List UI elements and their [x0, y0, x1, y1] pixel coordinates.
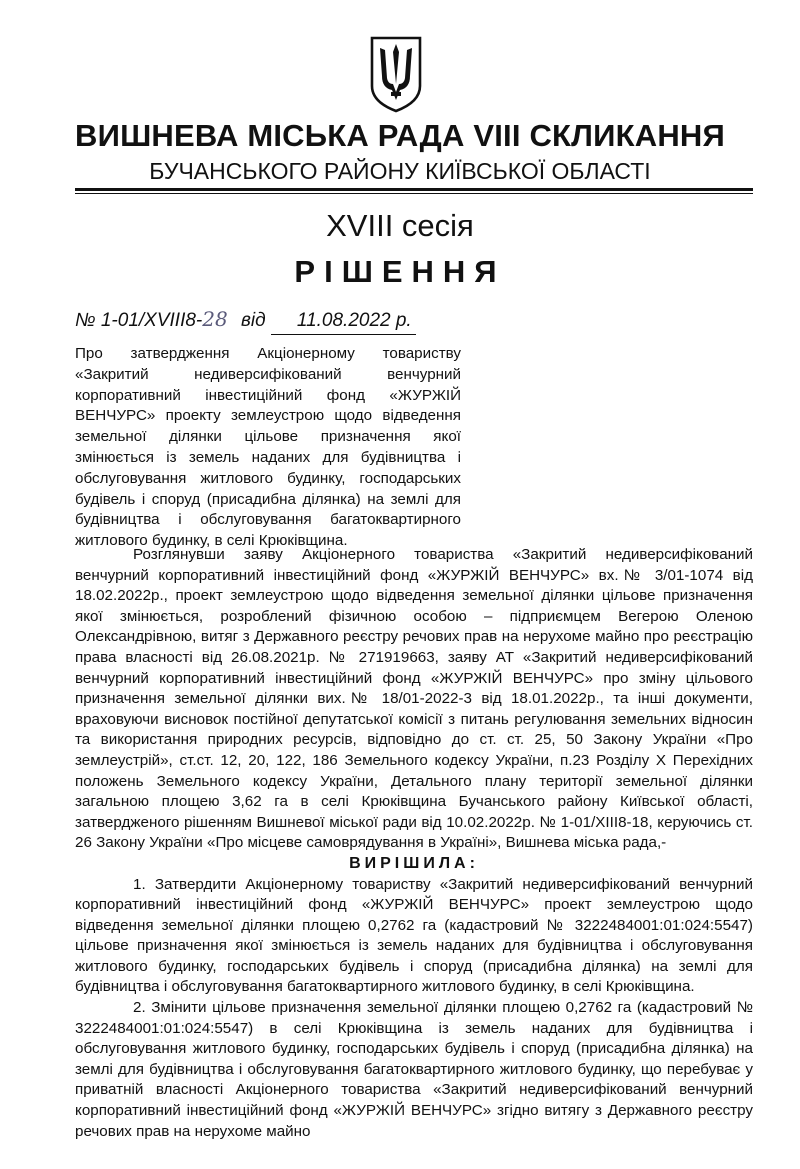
decision-subject: Про затвердження Акціонерному товариству «Закритий недиверсифікований венчурний корпоративний інвестиційний фонд «ЖУРЖІЙ ВЕНЧУРС» проекту землеустрою щодо відведення земельної ділянки цільове призначення якої змінюється із земель наданих для будівництва і обслуговування житлового будинку, господарських будівель і споруд (присадибна ділянка) на землі для будівництва і обслуговування багатоквартирного житлового будинку, в селі Крюківщина.: [75, 345, 461, 550]
number-label: №: [75, 310, 96, 331]
header-divider-thin: [75, 193, 753, 194]
decision-number-line: [75, 306, 416, 335]
resolved-heading: ВИРІШИЛА:: [349, 854, 479, 872]
district-name: БУЧАНСЬКОГО РАЙОНУ КИЇВСЬКОЇ ОБЛАСТІ: [149, 158, 651, 184]
handwritten-number: 28: [202, 307, 228, 331]
date-label: від: [240, 310, 266, 331]
session-title: XVIII сесія: [326, 208, 474, 243]
document-type: РІШЕННЯ: [294, 254, 506, 289]
decision-number-prefix: 1-01/XVIII8-: [100, 310, 203, 331]
header-divider-thick: [75, 188, 753, 191]
decision-body: [75, 545, 753, 1142]
council-name: ВИШНЕВА МІСЬКА РАДА VIII СКЛИКАННЯ: [75, 118, 725, 153]
list-item: 1. Затвердити Акціонерному товариству «Закритий недиверсифікований венчурний корпоративний інвестиційний фонд «ЖУРЖІЙ ВЕНЧУРС» проект землеустрою щодо відведення земельної ділянки площею 0,2762 га (кадастровий № 3222484001:01:024:5547) цільове призначення якої змінюється із земель наданих для будівництва і обслуговування житлового будинку, господарських будівель і споруд (присадибна ділянка) на землі для будівництва і обслуговування багатоквартирного житлового будинку, в селі Крюківщина.: [75, 875, 753, 996]
preamble-paragraph: Розглянувши заяву Акціонерного товариства «Закритий недиверсифікований венчурний корпоративний інвестиційний фонд «ЖУРЖІЙ ВЕНЧУРС» вх.№ 3/01-1074 від 18.02.2022р., проект землеустрою щодо відведення земельної ділянки цільове призначення якої змінюється, розроблений фізичною особою – підприємцем Вегерою Оленою Олександрівною, витяг з Державного реєстру речових прав на нерухоме майно про реєстрацію права власності від 26.08.2021р. № 271919663, заяву АТ «Закритий недиверсифікований венчурний корпоративний інвестиційний фонд «ЖУРЖІЙ ВЕНЧУРС» про зміну цільового призначення земельної ділянки вих.№ 18/01-2022-3 від 18.01.2022р., та інші документи, враховуючи висновок постійної депутатської комісії з питань регулювання земельних відносин та використання природних ресурсів, відповідно до ст. ст. 25, 50 Закону України «Про землеустрій», ст.ст. 12, 20, 122, 186 Земельного кодексу України, п.23 Розділу X Перехідних положень Земельного кодексу України, Детального плану території земельної ділянки загальною площею 3,62 га в селі Крюківщина Бучанського району Київської області, затвердженого рішенням Вишневої міської ради від 10.02.2022р. № 1-01/XIII8-18, керуючись ст. 26 Закону України «Про місцеве самоврядування в Україні», Вишнева міська рада,-: [75, 546, 753, 852]
decision-date: 11.08.2022 р.: [271, 308, 416, 335]
tryzub-icon: [368, 34, 424, 114]
list-item: 2. Змінити цільове призначення земельної ділянки площею 0,2762 га (кадастровий № 3222484001:01:024:5547) в селі Крюківщина із земель наданих для будівництва і обслуговування житлового будинку, господарських будівель і споруд (присадибна ділянка) на землі для будівництва і обслуговування багатоквартирного житлового будинку, що перебуває у приватній власності Акціонерного товариства «Закритий недиверсифікований венчурний корпоративний інвестиційний фонд «ЖУРЖІЙ ВЕНЧУРС» згідно витягу з Державного реєстру речових прав на нерухоме майно: [75, 999, 753, 1140]
